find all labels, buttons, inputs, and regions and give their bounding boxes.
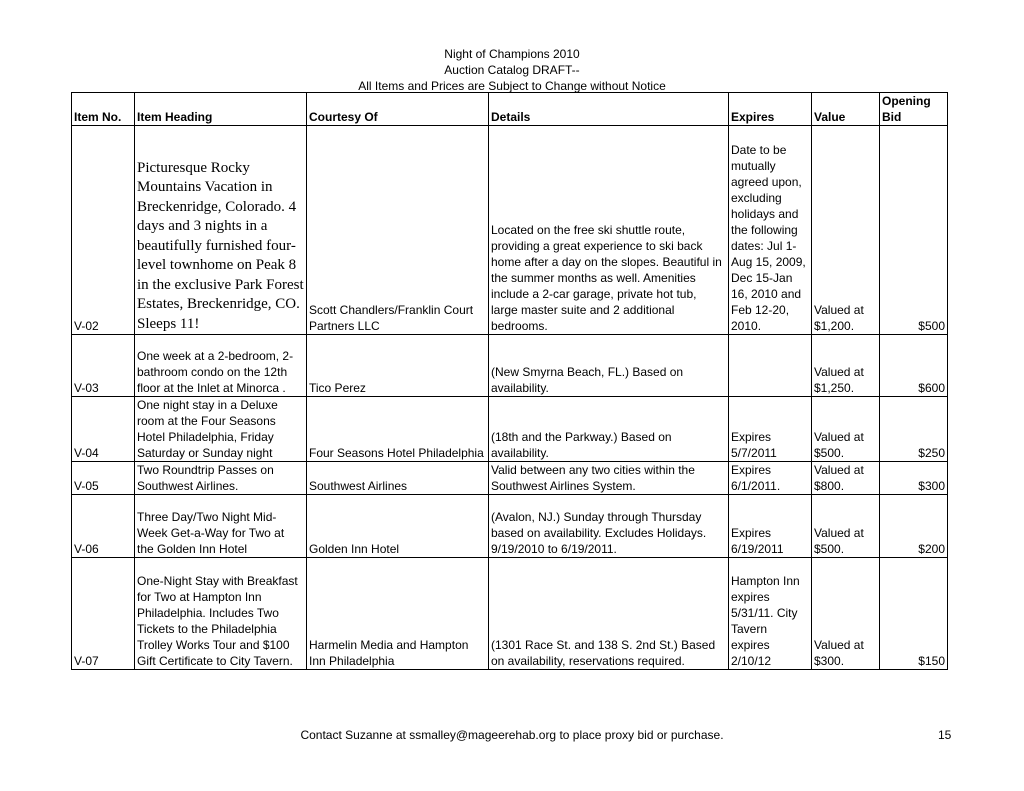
expires-cell: Hampton Inn expires 5/31/11. City Tavern expires 2/10/12 [729, 558, 812, 670]
courtesy-cell: Harmelin Media and Hampton Inn Philadelphia [307, 558, 489, 670]
column-header-opening-bid: Opening Bid [880, 93, 948, 126]
value-cell: Valued at $300. [812, 558, 880, 670]
document-header [0, 46, 1024, 94]
details-cell: (New Smyrna Beach, FL.) Based on availability. [489, 335, 729, 397]
column-header-details: Details [489, 93, 729, 126]
catalog-title: Auction Catalog DRAFT-- [444, 63, 580, 77]
page-number: 15 [938, 728, 952, 742]
column-header-item-no: Item No. [72, 93, 135, 126]
opening-bid-cell: $150 [880, 558, 948, 670]
item-heading-cell: One-Night Stay with Breakfast for Two at Hampton Inn Philadelphia. Includes Two Tickets to the Philadelphia Trolley Works Tour and $100 Gift Certificate to City Tavern. [135, 558, 307, 670]
item-heading-cell: Two Roundtrip Passes on Southwest Airlines. [135, 462, 307, 495]
table-row [72, 495, 948, 558]
courtesy-cell: Golden Inn Hotel [307, 495, 489, 558]
details-cell: (18th and the Parkway.) Based on availability. [489, 397, 729, 462]
opening-bid-cell: $600 [880, 335, 948, 397]
item-no-cell: V-07 [72, 558, 135, 670]
details-cell: Valid between any two cities within the Southwest Airlines System. [489, 462, 729, 495]
courtesy-cell: Four Seasons Hotel Philadelphia [307, 397, 489, 462]
opening-bid-cell: $500 [880, 126, 948, 335]
item-no-cell: V-02 [72, 126, 135, 335]
value-cell: Valued at $500. [812, 397, 880, 462]
event-title: Night of Champions 2010 [444, 47, 580, 61]
expires-cell: Expires 6/1/2011. [729, 462, 812, 495]
value-cell: Valued at $1,200. [812, 126, 880, 335]
item-no-cell: V-03 [72, 335, 135, 397]
column-header-value: Value [812, 93, 880, 126]
courtesy-cell: Scott Chandlers/Franklin Court Partners LLC [307, 126, 489, 335]
item-no-cell: V-04 [72, 397, 135, 462]
item-heading-cell: Three Day/Two Night Mid-Week Get-a-Way for Two at the Golden Inn Hotel [135, 495, 307, 558]
expires-cell: Date to be mutually agreed upon, excluding holidays and the following dates: Jul 1-Aug 15, 2009, Dec 15-Jan 16, 2010 and Feb 12-20, 2010. [729, 126, 812, 335]
opening-bid-cell: $300 [880, 462, 948, 495]
expires-cell: Expires 5/7/2011 [729, 397, 812, 462]
table-row [72, 397, 948, 462]
table-row [72, 462, 948, 495]
courtesy-cell: Tico Perez [307, 335, 489, 397]
table-header-row [72, 93, 948, 126]
value-cell: Valued at $800. [812, 462, 880, 495]
item-no-cell: V-05 [72, 462, 135, 495]
opening-bid-cell: $250 [880, 397, 948, 462]
courtesy-cell: Southwest Airlines [307, 462, 489, 495]
auction-catalog-table [71, 92, 948, 670]
column-header-item-heading: Item Heading [135, 93, 307, 126]
item-no-cell: V-06 [72, 495, 135, 558]
table-row [72, 126, 948, 335]
expires-cell [729, 335, 812, 397]
value-cell: Valued at $1,250. [812, 335, 880, 397]
details-cell: (Avalon, NJ.) Sunday through Thursday based on availability. Excludes Holidays. 9/19/2010 to 6/19/2011. [489, 495, 729, 558]
contact-footer: Contact Suzanne at ssmalley@mageerehab.org to place proxy bid or purchase. [300, 728, 724, 742]
column-header-expires: Expires [729, 93, 812, 126]
table-row [72, 335, 948, 397]
disclaimer: All Items and Prices are Subject to Change without Notice [358, 79, 666, 93]
details-cell: Located on the free ski shuttle route, providing a great experience to ski back home after a day on the slopes. Beautiful in the summer months as well. Amenities include a 2-car garage, private hot tub, large master suite and 2 additional bedrooms. [489, 126, 729, 335]
details-cell: (1301 Race St. and 138 S. 2nd St.) Based on availability, reservations required. [489, 558, 729, 670]
value-cell: Valued at $500. [812, 495, 880, 558]
item-heading-cell: Picturesque Rocky Mountains Vacation in Breckenridge, Colorado. 4 days and 3 nights in a beautifully furnished four-level townhome on Peak 8 in the exclusive Park Forest Estates, Breckenridge, CO. Sleeps 11! [135, 126, 307, 335]
column-header-courtesy-of: Courtesy Of [307, 93, 489, 126]
item-heading-cell: One week at a 2-bedroom, 2-bathroom condo on the 12th floor at the Inlet at Minorca . [135, 335, 307, 397]
opening-bid-cell: $200 [880, 495, 948, 558]
item-heading-cell: One night stay in a Deluxe room at the Four Seasons Hotel Philadelphia, Friday Saturday or Sunday night [135, 397, 307, 462]
table-row [72, 558, 948, 670]
expires-cell: Expires 6/19/2011 [729, 495, 812, 558]
